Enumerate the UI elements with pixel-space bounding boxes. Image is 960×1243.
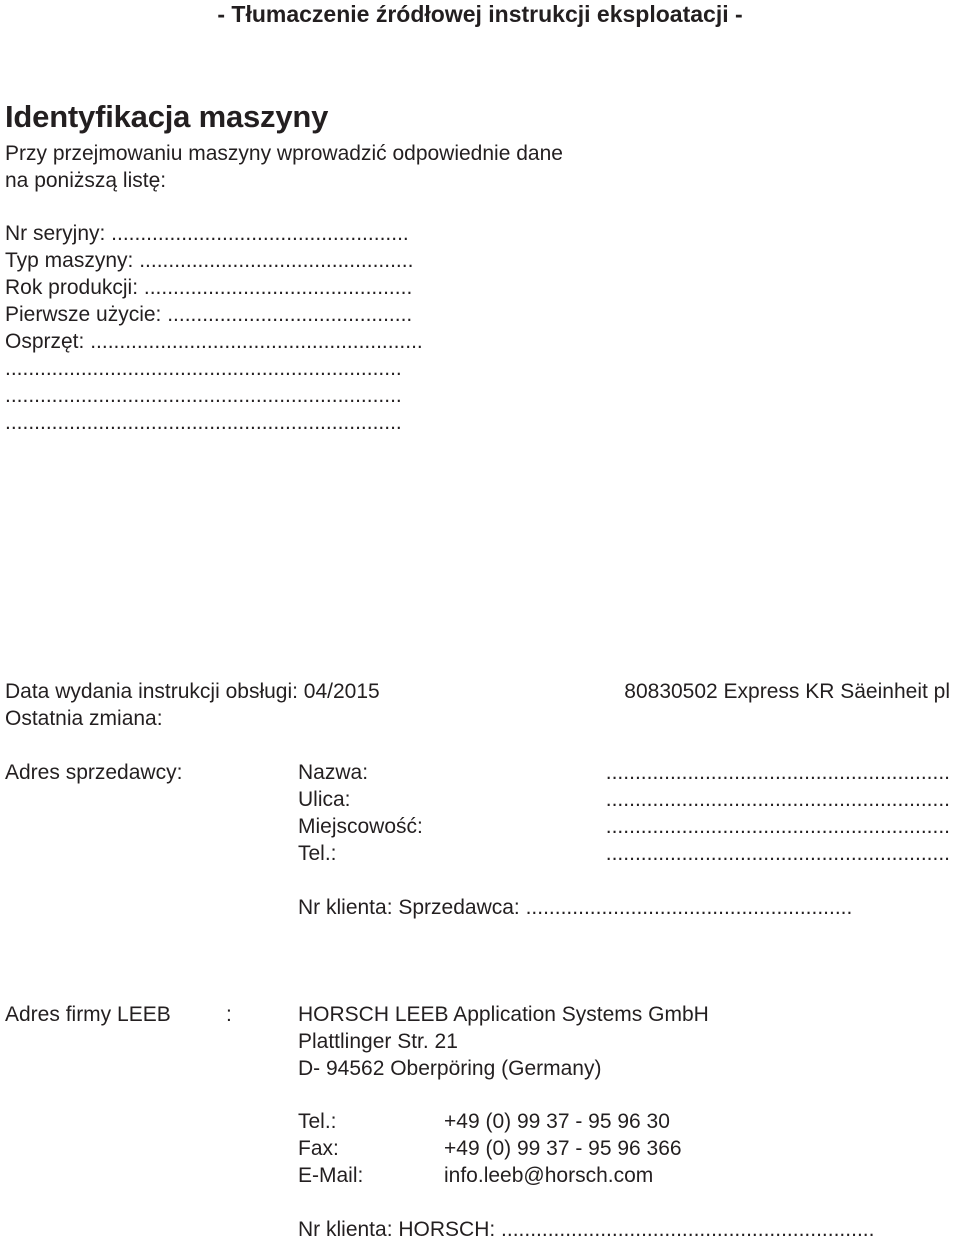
field-first-use: Pierwsze użycie: .......................................... [5, 303, 413, 326]
leeb-city: D- 94562 Oberpöring (Germany) [298, 1057, 602, 1080]
edition-date: Data wydania instrukcji obsługi: 04/2015 [5, 680, 380, 703]
leeb-fax-value: +49 (0) 99 37 - 95 96 366 [444, 1137, 682, 1160]
leeb-street: Plattlinger Str. 21 [298, 1030, 458, 1053]
field-serial-number: Nr seryjny: ................................................... [5, 222, 409, 245]
dealer-city-value: ........................................................... [605, 815, 950, 838]
dealer-customer-number: Nr klienta: Sprzedawca: ........................................................ [298, 896, 853, 919]
dealer-street-value: ........................................................... [605, 788, 950, 811]
leeb-address-label: Adres firmy LEEB [5, 1003, 171, 1026]
leeb-address-colon: : [226, 1003, 232, 1026]
dealer-name-label: Nazwa: [298, 761, 369, 784]
field-equipment: Osprzęt: ......................................................... [5, 330, 423, 353]
document-code: 80830502 Express KR Säeinheit pl [624, 680, 950, 703]
leeb-email-label: E-Mail: [298, 1164, 364, 1187]
dealer-address-label: Adres sprzedawcy: [5, 761, 183, 784]
last-change: Ostatnia zmiana: [5, 707, 163, 730]
document-header: - Tłumaczenie źródłowej instrukcji eksploatacji - [217, 1, 743, 27]
intro-line-1: Przy przejmowaniu maszyny wprowadzić odpowiednie dane [5, 142, 563, 165]
field-production-year: Rok produkcji: .............................................. [5, 276, 413, 299]
leeb-email-value: info.leeb@horsch.com [444, 1164, 654, 1187]
field-blank-line-1: .................................................................... [5, 357, 402, 380]
leeb-fax-label: Fax: [298, 1137, 339, 1160]
leeb-phone-label: Tel.: [298, 1110, 337, 1133]
field-blank-line-3: .................................................................... [5, 411, 402, 434]
field-machine-type: Typ maszyny: ............................................... [5, 249, 414, 272]
dealer-street-label: Ulica: [298, 788, 351, 811]
field-blank-line-2: .................................................................... [5, 384, 402, 407]
leeb-phone-value: +49 (0) 99 37 - 95 96 30 [444, 1110, 670, 1133]
dealer-name-value: ........................................................... [605, 761, 950, 784]
dealer-phone-label: Tel.: [298, 842, 337, 865]
leeb-company-name: HORSCH LEEB Application Systems GmbH [298, 1003, 709, 1026]
intro-line-2: na poniższą listę: [5, 169, 167, 192]
page-title: Identyfikacja maszyny [5, 99, 329, 134]
horsch-customer-number: Nr klienta: HORSCH: ................................................................ [298, 1218, 875, 1241]
dealer-phone-value: ........................................................... [605, 842, 950, 865]
dealer-city-label: Miejscowość: [298, 815, 423, 838]
